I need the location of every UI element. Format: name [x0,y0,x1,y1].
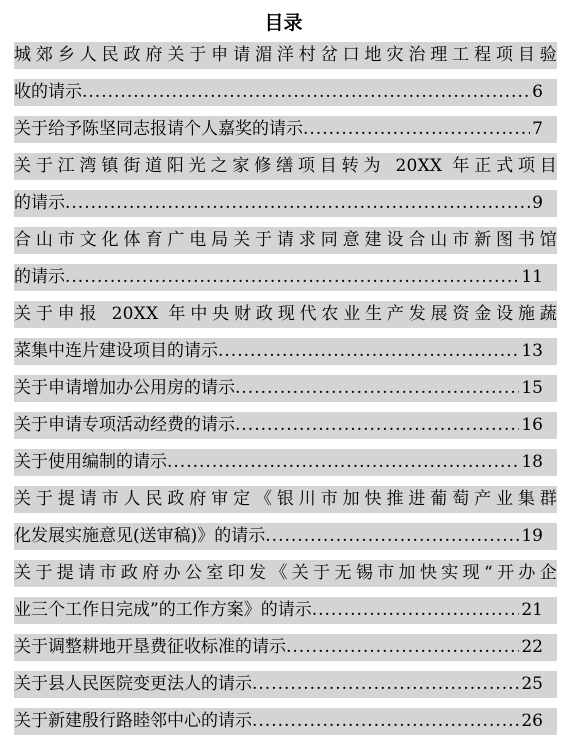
toc-entry[interactable] [14,190,557,217]
toc-dot-leader [167,449,519,476]
toc-entry[interactable] [14,708,557,735]
toc-entry[interactable] [14,79,557,106]
toc-dot-leader [65,190,530,217]
toc-dot-leader [303,116,530,143]
toc-entry[interactable] [14,116,557,143]
toc-dot-leader [252,708,519,735]
toc-page-number: 13 [521,341,543,361]
toc-entry[interactable] [14,375,557,402]
toc-entry-line[interactable]: 合山市文化体育广电局关于请求同意建设合山市新图书馆 [14,227,557,254]
toc-page-number: 21 [521,600,543,620]
toc-entry[interactable] [14,338,557,365]
toc-entry-title: 关于新建殷行路睦邻中心的请示 [14,711,252,731]
toc-entry[interactable] [14,412,557,439]
toc-entry[interactable] [14,597,557,624]
toc-entry-title: 关于调整耕地开垦费征收标准的请示 [14,637,286,657]
toc-entry-title: 化发展实施意见(送审稿)》的请示 [14,526,266,546]
toc-entry[interactable] [14,634,557,661]
toc-dot-leader [235,375,519,402]
table-of-contents [14,42,557,745]
toc-entry-line[interactable]: 关于提请市人民政府审定《银川市加快推进葡萄产业集群 [14,486,557,513]
toc-entry[interactable] [14,264,557,291]
toc-page-number: 26 [521,711,543,731]
toc-page-number: 18 [521,452,543,472]
toc-entry-title: 关于申请增加办公用房的请示 [14,378,235,398]
toc-dot-leader [65,264,519,291]
toc-page-number: 9 [532,193,543,213]
toc-page-number: 19 [521,526,543,546]
toc-entry[interactable] [14,449,557,476]
toc-page-number: 7 [532,119,543,139]
toc-entry-title: 关于申请专项活动经费的请示 [14,415,235,435]
toc-title: 目录 [264,12,303,34]
toc-entry-line[interactable]: 关于提请市政府办公室印发《关于无锡市加快实现“开办企 [14,560,557,587]
toc-entry-title: 关于使用编制的请示 [14,452,167,472]
toc-dot-leader [312,597,520,624]
toc-entry-line[interactable]: 关于江湾镇街道阳光之家修缮项目转为 20XX 年正式项目 [14,153,557,180]
toc-dot-leader [265,523,519,550]
toc-page-number: 15 [521,378,543,398]
toc-entry-title: 关于县人民医院变更法人的请示 [14,674,252,694]
toc-entry-title: 菜集中连片建设项目的请示 [14,341,218,361]
toc-page-number: 16 [521,415,543,435]
toc-entry-line[interactable]: 关于申报 20XX 年中央财政现代农业生产发展资金设施蔬 [14,301,557,328]
toc-entry-line[interactable]: 城郊乡人民政府关于申请湄洋村岔口地灾治理工程项目验 [14,42,557,69]
toc-page-number: 6 [532,82,543,102]
toc-entry[interactable] [14,671,557,698]
toc-dot-leader [252,671,519,698]
toc-page-number: 25 [521,674,543,694]
toc-entry[interactable] [14,523,557,550]
toc-entry-title: 关于给予陈坚同志报请个人嘉奖的请示 [14,119,303,139]
toc-dot-leader [286,634,519,661]
toc-page-number: 11 [521,267,543,287]
toc-dot-leader [82,79,530,106]
toc-dot-leader [235,412,519,439]
toc-entry-title: 的请示 [14,267,65,287]
toc-dot-leader [218,338,519,365]
toc-page-number: 22 [521,637,543,657]
toc-entry-title: 业三个工作日完成”的工作方案》的请示 [14,600,312,620]
toc-entry-title: 的请示 [14,193,65,213]
toc-entry-title: 收的请示 [14,82,82,102]
